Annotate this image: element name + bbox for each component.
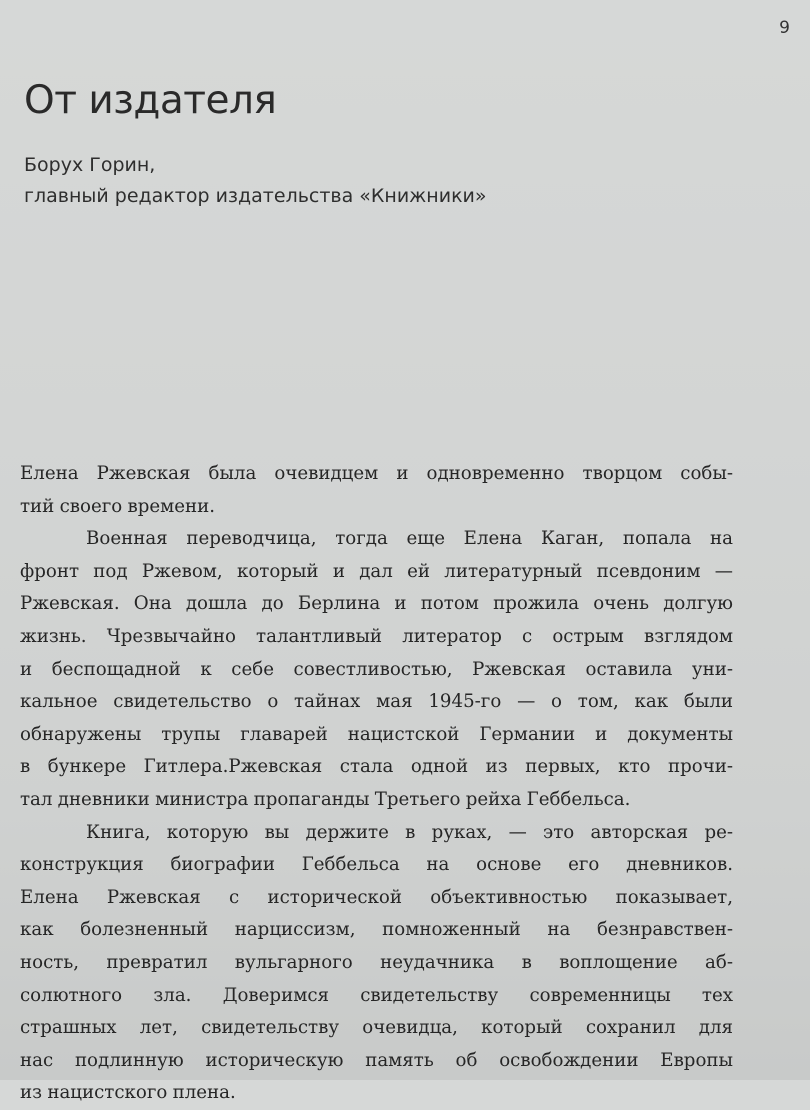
- text-line: Ржевская. Она дошла до Берлина и потом прожила очень долгую: [20, 593, 733, 615]
- page-title: От издателя: [24, 78, 277, 123]
- text-line: тал дневники министра пропаганды Третьего рейха Геббельса.: [20, 788, 631, 810]
- text-line: как болезненный нарциссизм, помноженный на безнравствен-: [20, 919, 733, 941]
- body-text: [20, 458, 733, 1110]
- page-number: 9: [779, 18, 790, 38]
- text-line: Елена Ржевская была очевидцем и одновременно творцом собы-: [20, 463, 733, 484]
- text-line: и беспощадной к себе совестливостью, Ржевская оставила уни-: [20, 658, 733, 680]
- text-line: из нацистского плена.: [20, 1082, 236, 1104]
- paragraph-2: [20, 523, 733, 816]
- text-line: обнаружены трупы главарей нацистской Германии и документы: [20, 723, 733, 745]
- text-line: солютного зла. Доверимся свидетельству современницы тех: [20, 984, 733, 1006]
- text-line: конструкция биографии Геббельса на основе его дневников.: [20, 854, 733, 876]
- paragraph-1: [20, 458, 733, 523]
- text-line: нас подлинную историческую память об освобождении Европы: [20, 1049, 733, 1071]
- text-line: Елена Ржевская с исторической объективностью показывает,: [20, 886, 733, 908]
- text-line: Книга, которую вы держите в руках, — это авторская ре-: [86, 821, 733, 843]
- text-line: кальное свидетельство о тайнах мая 1945-го — о том, как были: [20, 691, 733, 713]
- text-line: фронт под Ржевом, который и дал ей литературный псевдоним —: [20, 560, 733, 582]
- text-line: ность, превратил вульгарного неудачника в воплощение аб-: [20, 951, 733, 973]
- text-line: тий своего времени.: [20, 495, 216, 517]
- text-line: жизнь. Чрезвычайно талантливый литератор с острым взглядом: [20, 625, 733, 647]
- author-title: главный редактор издательства «Книжники»: [24, 185, 487, 207]
- byline: [24, 150, 487, 212]
- text-line: в бункере Гитлера.Ржевская стала одной из первых, кто прочи-: [20, 756, 733, 778]
- paragraph-3: [20, 817, 733, 1110]
- text-line: страшных лет, свидетельству очевидца, который сохранил для: [20, 1017, 733, 1039]
- text-line: Военная переводчица, тогда еще Елена Каган, попала на: [86, 528, 733, 550]
- author-name: Борух Горин,: [24, 154, 156, 176]
